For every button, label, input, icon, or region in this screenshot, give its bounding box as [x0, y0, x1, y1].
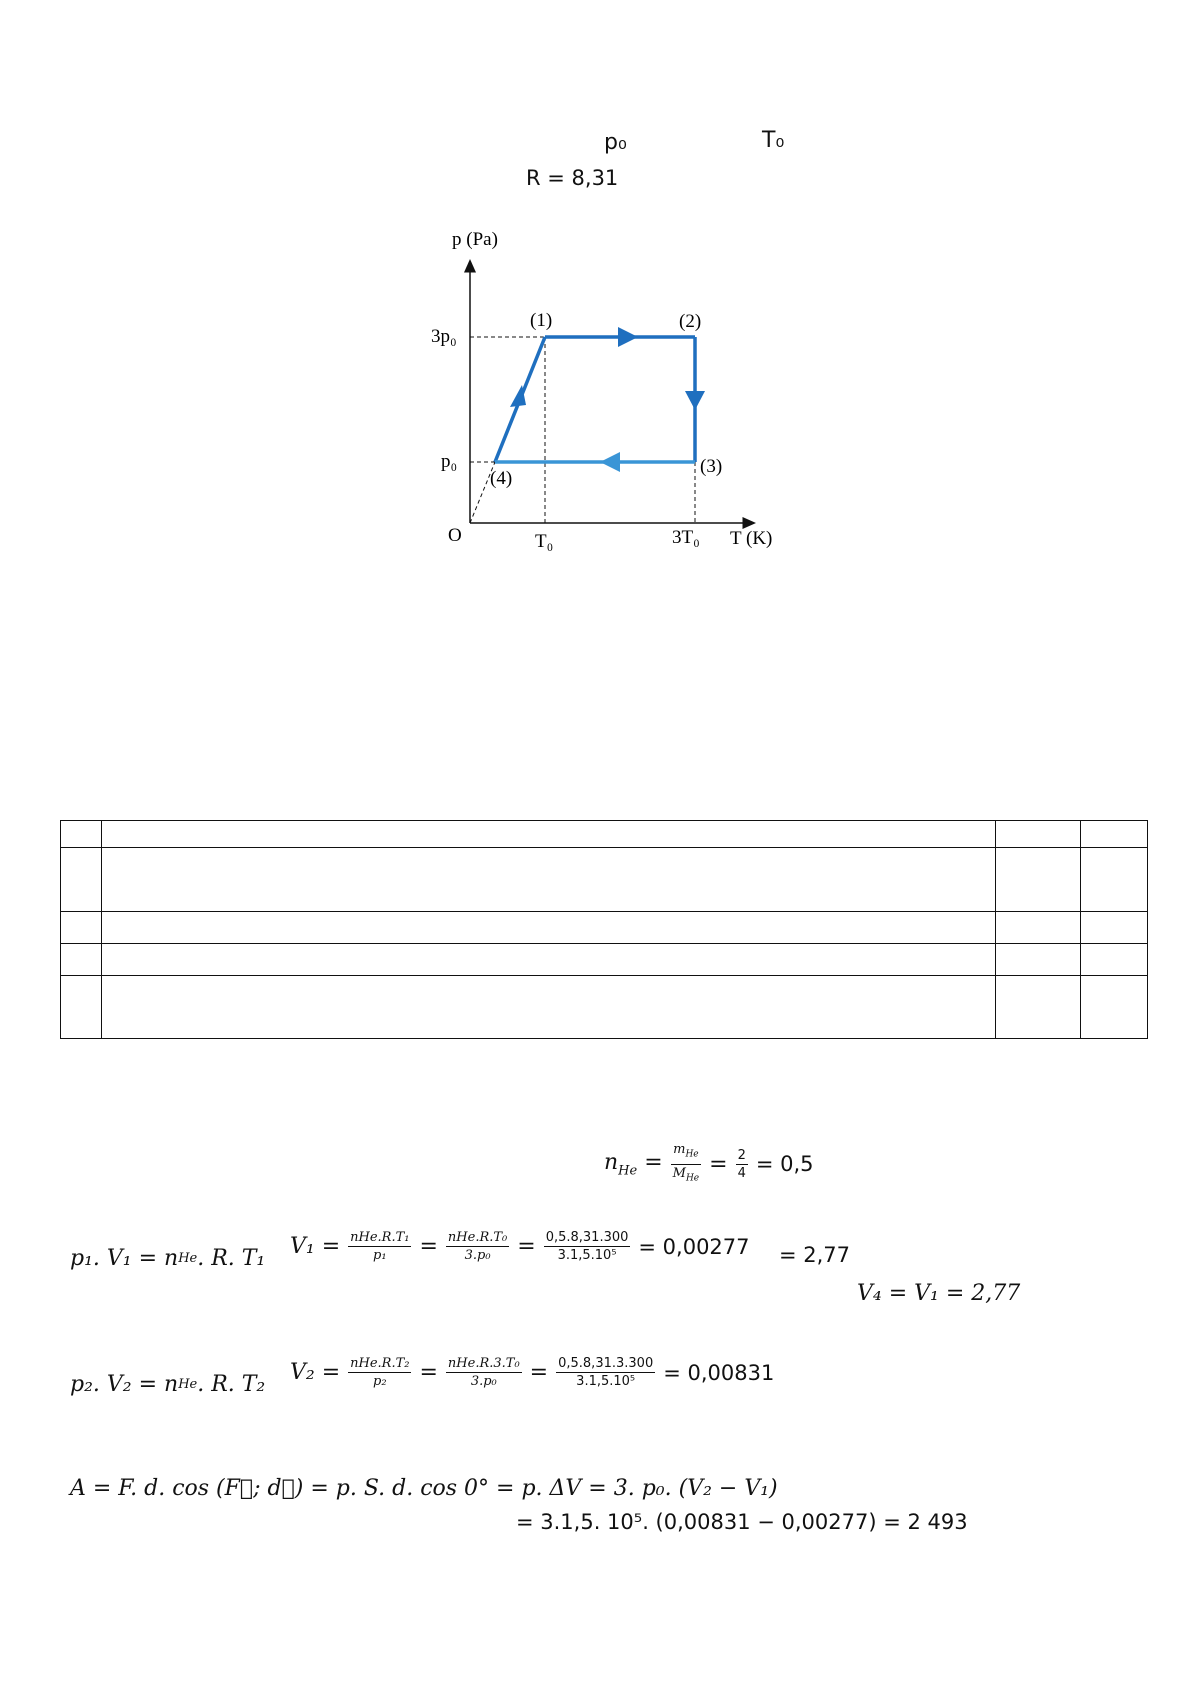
origin-label: O: [448, 525, 462, 546]
numeric-fraction: $\frac{2}{4}$: [737, 1147, 746, 1181]
table-cell: [102, 821, 996, 848]
moles-value: = 0,5: [755, 1152, 814, 1177]
mass-fraction: $\frac{m_{He}}{M_{He}}$: [672, 1142, 700, 1184]
table-cell: [61, 821, 102, 848]
arrow-1-2: [618, 327, 638, 347]
state-1-equation: p₁. V₁ = n He . R. T₁: [70, 1246, 266, 1271]
state-3-label: (3): [700, 456, 723, 477]
table-cell: [1081, 944, 1148, 976]
n-subscript: He: [618, 1163, 638, 1179]
table-cell: [61, 944, 102, 976]
table-cell: [996, 912, 1081, 944]
state-1-label: (1): [530, 310, 553, 331]
V2-value: = 0,00831: [663, 1360, 775, 1385]
table-cell: [996, 944, 1081, 976]
table-cell: [61, 976, 102, 1039]
arrow-2-3: [685, 391, 705, 410]
table-cell: [102, 848, 996, 912]
tick-3p0: 3p₀: [431, 326, 457, 347]
table-cell: [1081, 821, 1148, 848]
state-2-equation: p₂. V₂ = n He . R. T₂: [70, 1372, 266, 1397]
V2-calculation: V₂ = $\frac{\text{nHe.R.T₂}}{\text{p₂}}$ = $\frac{\text{nHe.R.3.T₀}}{\text{3.p₀}}$ = $\frac{0,5.8,31.3.300}{\text{3.1,5.10⁵}}$ = 0,00831: [290, 1356, 775, 1389]
table-cell: [996, 821, 1081, 848]
tick-p0: p₀: [441, 451, 458, 472]
table-cell: [1081, 912, 1148, 944]
table-cell: [996, 976, 1081, 1039]
table-cell: [102, 944, 996, 976]
tick-T0: T₀: [535, 531, 554, 552]
state-2-label: (2): [679, 311, 702, 332]
table-cell: [1081, 976, 1148, 1039]
table-cell: [1081, 848, 1148, 912]
state-4-label: (4): [490, 468, 513, 489]
p0-symbol: p₀: [604, 130, 627, 155]
work-equation-line-1: A = F. d. cos (F⃗; d⃗) = p. S. d. cos 0° = p. ΔV = 3. p₀. (V₂ − V₁): [70, 1476, 778, 1501]
T0-symbol: T₀: [762, 128, 785, 153]
moles-equation: $n_{He}$ = $\frac{m_{He}}{M_{He}}$ = $\frac{2}{4}$ = 0,5: [604, 1142, 814, 1186]
pt-diagram: [420, 225, 800, 565]
grading-table: [60, 820, 1148, 1039]
p-axis-label: p (Pa): [452, 229, 498, 250]
table-cell: [102, 976, 996, 1039]
gas-constant: R = 8,31: [526, 166, 619, 190]
table-cell: [102, 912, 996, 944]
table-cell: [61, 912, 102, 944]
tick-3T0: 3T₀: [672, 527, 700, 548]
work-equation-line-2: = 3.1,5. 10⁵. (0,00831 − 0,00277) = 2 493: [516, 1510, 968, 1534]
table-cell: [996, 848, 1081, 912]
table-cell: [61, 848, 102, 912]
V1-value: = 0,00277: [638, 1234, 750, 1259]
T-axis-label: T (K): [730, 528, 773, 549]
V1-liters: = 2,77: [779, 1243, 851, 1267]
V1-calculation: V₁ = $\frac{\text{nHe.R.T₁}}{\text{p₁}}$ = $\frac{\text{nHe.R.T₀}}{\text{3.p₀}}$ = $\frac{0,5.8,31.300}{\text{3.1,5.10⁵}}$ = 0,00277: [290, 1230, 750, 1263]
n-symbol: n: [604, 1149, 619, 1175]
V4-equation: V₄ = V₁ = 2,77: [857, 1281, 1021, 1306]
arrow-3-4: [600, 452, 620, 472]
